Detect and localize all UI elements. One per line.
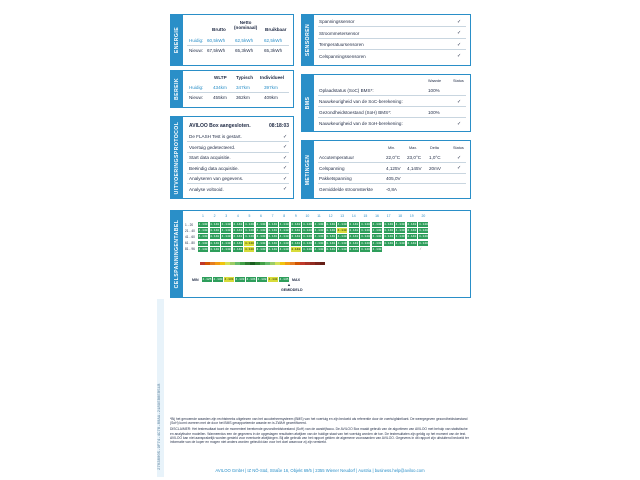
- check-icon: ✓: [457, 30, 462, 36]
- cell-voltage: 4.140: [233, 241, 243, 245]
- range-row-current-label: Huidig:: [189, 85, 204, 90]
- bms-row-label: Gezondheidstoestand (SoH) BMS*:: [319, 110, 392, 115]
- protocol-step: Analyseren van gegevens.: [189, 176, 244, 181]
- protocol-step: De FLASH Test is gestart.: [189, 134, 242, 139]
- range-row-new-label: Nieuw:: [189, 95, 204, 100]
- cell-voltage: 4.140: [198, 241, 208, 245]
- cell-voltage: 4.140: [256, 229, 266, 233]
- metric-row-value: 23,0°C: [407, 155, 422, 160]
- protocol-title: AVILOO Box aangesloten.: [189, 123, 251, 129]
- average-marker-icon: ▲: [287, 282, 291, 287]
- cell-voltage: 4.140: [407, 235, 417, 239]
- grid-row-label: 81 - 96: [185, 247, 195, 252]
- energy-header-brutto: Brutto: [212, 27, 226, 32]
- cell-voltage: 4.140: [349, 223, 359, 226]
- cellgrid-panel: [170, 210, 471, 298]
- cell-voltage: 4.140: [384, 235, 394, 239]
- cell-voltage: 4.140: [384, 223, 394, 226]
- grid-column-number: 2: [213, 214, 216, 218]
- grid-column-number: 3: [225, 214, 228, 218]
- divider: [318, 117, 466, 118]
- cell-voltage: 4.140: [326, 235, 336, 239]
- grid-column-number: 8: [283, 214, 286, 218]
- range-header-individueel: Individueel: [260, 75, 284, 80]
- range-header-typisch: Typisch: [236, 75, 254, 80]
- divider: [187, 173, 289, 174]
- grid-column-number: 5: [248, 214, 251, 218]
- bms-row-label: Oplaadstatus (SoC) BMS*:: [319, 88, 374, 93]
- footer-contact: AVILOO GmbH | IZ NÖ-Süd, Straße 16, Objekt 69/5 | 2355 Wiener Neudorf | Austria | business.help@aviloo.com: [215, 468, 425, 473]
- check-icon: ✓: [457, 120, 462, 127]
- check-icon: ✓: [283, 144, 288, 150]
- grid-column-number: 7: [271, 214, 274, 218]
- cell-voltage: 4.140: [279, 229, 289, 233]
- bms-header-status: Status: [453, 79, 464, 83]
- check-icon: ✓: [457, 154, 462, 161]
- metrics-panel: [301, 140, 471, 199]
- scale-average-label: GEMIDDELD: [281, 288, 303, 292]
- energy-row-current-label: Huidig:: [189, 38, 204, 43]
- energy-current-netto: 62,5kWh: [235, 38, 254, 43]
- cell-voltage: 4.140: [407, 241, 417, 245]
- energy-new-bruikbaar: 65,3kWh: [264, 48, 283, 53]
- cell-voltage: 4.140: [233, 247, 243, 251]
- energy-label: ENERGIE: [174, 26, 180, 54]
- check-icon: ✓: [283, 165, 288, 171]
- metrics-header-min: Min.: [388, 146, 396, 150]
- energy-panel: [170, 14, 294, 66]
- cell-voltage: 4.140: [349, 241, 359, 245]
- cell-voltage: 4.140: [302, 241, 312, 245]
- cell-voltage: 4.140: [268, 235, 278, 239]
- grid-column-number: 18: [398, 214, 403, 218]
- cell-voltage: 4.140: [418, 229, 428, 233]
- range-label: BEREIK: [174, 78, 180, 100]
- cell-voltage: 4.140: [210, 247, 220, 251]
- protocol-label: UITVOERINGSPROTOCOL: [174, 121, 180, 194]
- cell-voltage: 4.140: [291, 229, 301, 233]
- cell-voltage: 4.140: [279, 241, 289, 245]
- scale-min-label: MIN: [192, 278, 199, 282]
- sensors-panel: [301, 14, 471, 66]
- energy-current-bruikbaar: 62,5kWh: [264, 38, 283, 43]
- cell-voltage: 4.140: [221, 241, 231, 245]
- cell-voltage: 4.140: [256, 235, 266, 239]
- cell-voltage: 4.140: [302, 235, 312, 239]
- cell-voltage: 4.140: [360, 241, 370, 245]
- grid-column-number: 12: [328, 214, 333, 218]
- cell-voltage: 4.140: [314, 247, 324, 251]
- cell-voltage: 4.140: [244, 223, 254, 226]
- cell-voltage: 4.140: [221, 229, 231, 233]
- cell-voltage: 4.140: [384, 229, 394, 233]
- check-icon: ✓: [283, 175, 288, 182]
- metrics-header-delta: Delta: [430, 146, 439, 150]
- range-current-wltp: 434km: [213, 85, 227, 90]
- cell-voltage: 4.140: [256, 247, 266, 251]
- cell-voltage: 4.140: [360, 247, 370, 251]
- divider: [318, 38, 466, 39]
- divider: [187, 183, 289, 184]
- cell-voltage: 4.140: [326, 223, 336, 226]
- document-id: 27038005-9F74-4C78-80AA-2189EB8EB51B: [158, 383, 162, 470]
- grid-column-number: 20: [421, 214, 426, 218]
- grid-row-label: 21 - 40: [185, 228, 195, 233]
- cell-voltage: 4.140: [349, 235, 359, 239]
- divider: [187, 152, 289, 153]
- grid-column-number: 10: [305, 214, 310, 218]
- cell-voltage: 4.140: [244, 235, 254, 239]
- scale-value: 4.136: [246, 278, 256, 281]
- cell-voltage: 4.140: [268, 247, 278, 251]
- footnote-text: *Bij het genoemde waarden zijn rechtstreeks uitgelezen van het accubeheersysteem (BMS) van het voertuig en zijn bedoeld als referentie door de voertuigfabrikant. De weergegeven gezondheidstoestand (SoH) komt overeen met de door het BMS gerapporteerde waarde en is ZWAH gecertificeerd.: [170, 417, 468, 426]
- check-icon: ✓: [283, 133, 288, 140]
- grid-row-label: 61 - 80: [185, 241, 195, 246]
- metrics-header-max: Max.: [409, 146, 418, 150]
- divider: [318, 173, 466, 174]
- cellgrid-label: CELSPANNINGENTABEL: [174, 219, 180, 289]
- cell-voltage: 4.140: [326, 247, 336, 251]
- scale-value: 4.130: [213, 278, 223, 281]
- cell-voltage: 4.140: [302, 223, 312, 226]
- cell-voltage: 4.140: [395, 235, 405, 239]
- energy-new-brutto: 67,5kWh: [207, 48, 226, 53]
- cell-voltage: 4.140: [302, 229, 312, 233]
- cell-voltage: 4.140: [395, 223, 405, 226]
- divider: [318, 162, 466, 163]
- metric-row-label: Pakketspanning: [319, 176, 352, 181]
- cell-voltage: 4.140: [349, 229, 359, 233]
- grid-column-number: 14: [351, 214, 356, 218]
- cell-voltage: 4.140: [233, 235, 243, 239]
- scale-value: 4.141: [268, 278, 278, 281]
- protocol-panel: [170, 116, 294, 199]
- sensors-label: SENSOREN: [305, 23, 311, 57]
- protocol-step: Start data acquisitie.: [189, 155, 231, 160]
- bms-label: BMS: [305, 96, 311, 110]
- cell-voltage: 4.140: [349, 247, 359, 251]
- cell-voltage: 4.140: [210, 223, 220, 226]
- sensor-item: Celspanningssensoren: [319, 53, 366, 59]
- cell-voltage: 4.140: [198, 223, 208, 226]
- cell-voltage: 4.140: [360, 223, 370, 226]
- cell-voltage: 4.140: [244, 229, 254, 233]
- bms-panel: [301, 74, 471, 132]
- check-icon: ✓: [457, 53, 462, 59]
- grid-column-number: 1: [202, 214, 204, 218]
- cell-voltage: 4.140: [210, 241, 220, 245]
- cell-voltage: 4.140: [256, 223, 266, 226]
- cell-voltage: 4.140: [268, 223, 278, 226]
- grid-column-number: 19: [409, 214, 414, 218]
- bms-row-value: 100%: [428, 110, 440, 115]
- cell-voltage: 4.140: [418, 241, 428, 245]
- cell-voltage: 4.140: [291, 247, 301, 251]
- metric-row-value: 1,0°C: [429, 155, 441, 160]
- metric-row-value: 20mV: [429, 165, 442, 171]
- check-icon: ✓: [457, 165, 462, 171]
- scale-value: 4.145: [279, 278, 289, 281]
- grid-column-number: 13: [340, 214, 345, 218]
- cell-voltage: 4.140: [302, 247, 312, 251]
- grid-column-number: 11: [317, 214, 321, 218]
- cell-voltage: 4.140: [210, 229, 220, 233]
- cell-voltage: 4.140: [360, 229, 370, 233]
- divider: [187, 162, 289, 163]
- cell-voltage: 4.140: [372, 223, 382, 226]
- cell-voltage: 4.140: [372, 241, 382, 245]
- range-header-wltp: WLTP: [214, 75, 227, 80]
- cell-voltage: 4.140: [221, 223, 231, 226]
- spectrum-segment: [320, 262, 325, 265]
- energy-new-netto: 65,3kWh: [235, 48, 254, 53]
- cell-voltage: 4.140: [291, 223, 301, 226]
- metrics-label: METINGEN: [305, 154, 311, 185]
- cell-voltage: 4.140: [384, 241, 394, 245]
- scale-value: 4.131: [224, 278, 234, 281]
- energy-row-new-label: Nieuw:: [189, 48, 204, 53]
- cell-voltage: 4.140: [372, 247, 382, 251]
- cell-voltage: 4.140: [418, 235, 428, 239]
- energy-current-brutto: 60,5kWh: [207, 38, 226, 43]
- sensor-item: Stroommetersensor: [319, 30, 360, 36]
- cell-voltage: 4.140: [418, 223, 428, 226]
- cell-voltage: 4.140: [337, 223, 347, 226]
- protocol-step: Analyse voltooid.: [189, 186, 224, 192]
- cell-voltage: 4.140: [360, 235, 370, 239]
- sensor-item: Temperatuursensoren: [319, 42, 364, 47]
- cell-voltage: 4.140: [244, 241, 254, 245]
- range-new-typisch: 362km: [236, 95, 250, 100]
- cell-voltage: 4.140: [326, 229, 336, 233]
- cell-voltage: 4.140: [279, 247, 289, 251]
- check-icon: ✓: [457, 98, 462, 105]
- grid-column-number: 9: [294, 214, 297, 218]
- range-panel: [170, 70, 294, 108]
- check-icon: ✓: [457, 18, 462, 25]
- cell-voltage: 4.140: [268, 229, 278, 233]
- cell-voltage: 4.140: [244, 247, 254, 251]
- cell-voltage: 4.140: [337, 235, 347, 239]
- grid-row-label: 1 - 20: [185, 222, 194, 227]
- metric-row-value: 405,0V: [386, 176, 401, 181]
- cell-voltage: 4.140: [233, 223, 243, 226]
- bms-header-value: Waarde: [428, 79, 442, 83]
- cell-voltage: 4.140: [314, 235, 324, 239]
- cell-voltage: 4.140: [372, 235, 382, 239]
- cell-voltage: 4.140: [407, 223, 417, 226]
- range-new-individueel: 409km: [264, 95, 278, 100]
- cell-voltage: 4.140: [279, 235, 289, 239]
- range-new-wltp: 455km: [213, 95, 227, 100]
- cell-voltage: 4.140: [314, 223, 324, 226]
- scale-value: 4.125: [202, 278, 212, 281]
- divider: [318, 183, 466, 184]
- grid-column-number: 15: [363, 214, 368, 218]
- grid-column-number: 17: [386, 214, 391, 218]
- cell-voltage: 4.140: [198, 247, 208, 251]
- scale-max-label: MAX: [292, 278, 300, 282]
- metrics-header-status: Status: [453, 146, 464, 150]
- protocol-time: 08:18:03: [269, 123, 290, 129]
- bms-row-label: Nauwkeurigheid van de SoH-berekening:: [319, 121, 403, 126]
- cell-voltage: 4.140: [210, 235, 220, 239]
- cell-voltage: 4.140: [279, 223, 289, 226]
- protocol-step: Beëindig data acquisitie.: [189, 165, 239, 171]
- divider: [318, 49, 466, 50]
- cell-voltage: 4.140: [233, 229, 243, 233]
- cell-voltage: 4.140: [372, 229, 382, 233]
- metric-row-label: Celspanning: [319, 165, 345, 171]
- grid-column-number: 6: [260, 214, 262, 218]
- grid-row-label: 41 - 60: [185, 235, 195, 239]
- grid-column-number: 4: [236, 214, 239, 218]
- bms-row-label: Nauwkeurigheid van de SoC-berekening:: [319, 99, 403, 104]
- metric-row-value: 4,145V: [407, 165, 422, 171]
- cell-voltage: 4.140: [198, 235, 208, 239]
- cell-voltage: 4.140: [337, 247, 347, 251]
- cell-voltage: 4.140: [221, 247, 231, 251]
- cell-voltage: 4.140: [407, 229, 417, 233]
- metric-row-value: 4,125V: [386, 165, 401, 171]
- disclaimer-text: DISCLAIMER: Het testresultaat toont de momenteel berekende gezondheidstoestand (SoH) van de aandrijfaccu. De AVILOO Box maakt gebruik van de algoritmen van AVILOO met behulp van statistische en analytische modellen. Wanneerdus een de gegevens in de opgeslagen resultaten afwijken van de huidige staat van het voertuig worden de toe. De testresultaten zijn geldig op het moment van de test. AVILOO kan niet aansprakelijk worden gesteld voor eventuele afwijkingen. Bij alle gebruik van het rapport gelden de algemene voorwaarden van AVILOO. Gegevens in dit rapport zijn uitsluitend bedoeld ter informatie van de koper en mogen niet anders worden gebruikt dan voor het doel waarvoor zij zijn verstrekt.: [170, 427, 469, 445]
- cell-voltage: 4.140: [337, 241, 347, 245]
- cell-voltage: 4.140: [268, 241, 278, 245]
- divider: [187, 141, 289, 142]
- scale-value: 4.133: [235, 278, 245, 281]
- energy-header-bruikbaar: Bruikbaar: [265, 27, 287, 32]
- empty-cell-marker: ⁄: [420, 246, 421, 251]
- divider: [318, 95, 466, 96]
- cell-voltage: 4.140: [291, 241, 301, 245]
- scale-value: 4.138: [257, 278, 267, 281]
- metric-row-value: 22,0°C: [386, 155, 401, 160]
- cell-voltage: 4.140: [395, 229, 405, 233]
- cell-voltage: 4.140: [221, 235, 231, 239]
- energy-header-netto: Netto (nominaal): [234, 20, 258, 31]
- cell-voltage: 4.140: [314, 229, 324, 233]
- cell-voltage: 4.140: [256, 241, 266, 245]
- grid-column-number: 16: [375, 214, 379, 218]
- cell-voltage: 4.140: [314, 241, 324, 245]
- protocol-step: Voertuig gedetecteerd.: [189, 144, 236, 150]
- check-icon: ✓: [457, 41, 462, 48]
- footnote: [170, 417, 470, 444]
- bms-row-value: 100%: [428, 88, 440, 93]
- sensor-item: Spanningssensor: [319, 19, 355, 24]
- cell-voltage: 4.140: [395, 241, 405, 245]
- metric-row-label: Accutemperatuur: [319, 155, 354, 160]
- metric-row-label: Gemiddelde stroomsterkte: [319, 186, 373, 192]
- cell-voltage: 4.140: [198, 229, 208, 233]
- cell-voltage: 4.140: [326, 241, 336, 245]
- metric-row-value: -0,8A: [386, 186, 397, 192]
- check-icon: ✓: [283, 154, 288, 161]
- cell-voltage: 4.140: [291, 235, 301, 239]
- voltage-spectrum-bar: [200, 262, 325, 265]
- divider: [318, 26, 466, 27]
- check-icon: ✓: [283, 186, 288, 192]
- range-current-typisch: 347km: [236, 85, 250, 90]
- divider: [318, 106, 466, 107]
- cell-voltage: 4.140: [337, 229, 347, 233]
- range-current-individueel: 397km: [264, 85, 278, 90]
